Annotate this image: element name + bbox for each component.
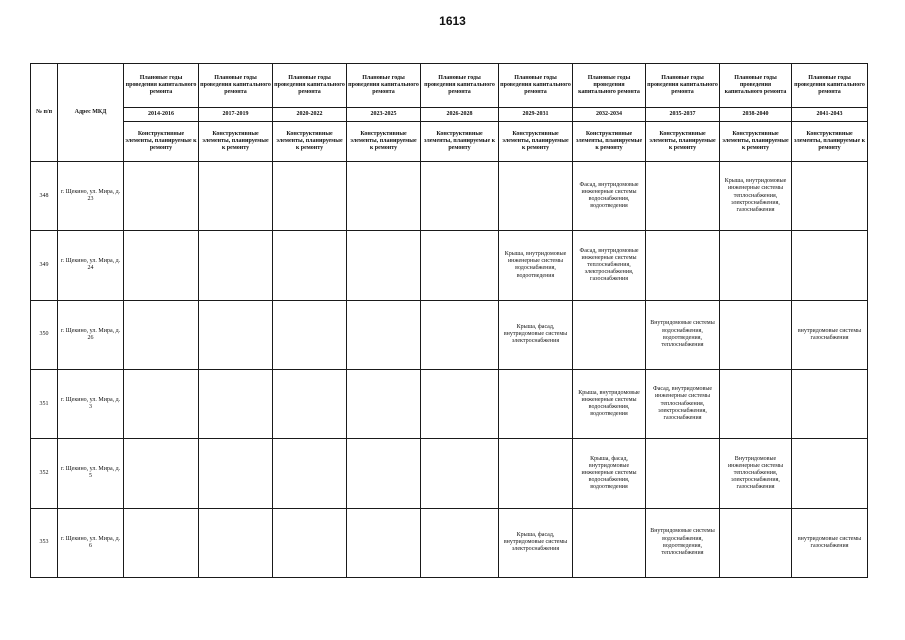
repair-schedule-table bbox=[30, 63, 868, 578]
table-row bbox=[31, 508, 868, 577]
repair-cell bbox=[199, 439, 273, 508]
repair-cell: внутридомовые системы газоснабжения bbox=[792, 300, 868, 369]
period-years-8: 2038-2040 bbox=[720, 108, 792, 122]
repair-cell bbox=[347, 300, 421, 369]
repair-cell bbox=[421, 300, 499, 369]
elements-label-6: Конструктивные элементы, планируемые к ремонту bbox=[573, 122, 646, 162]
row-number: 353 bbox=[31, 508, 58, 577]
repair-cell bbox=[499, 439, 573, 508]
repair-cell bbox=[347, 231, 421, 300]
repair-cell bbox=[792, 439, 868, 508]
row-number: 349 bbox=[31, 231, 58, 300]
page-number: 1613 bbox=[439, 14, 466, 28]
row-address: г. Щекино, ул. Мира, д. 24 bbox=[58, 231, 124, 300]
period-title-9: Плановые годы проведения капитального ремонта bbox=[792, 64, 868, 108]
repair-cell bbox=[347, 508, 421, 577]
repair-cell bbox=[199, 231, 273, 300]
period-years-1: 2017-2019 bbox=[199, 108, 273, 122]
repair-cell: Крыша, фасад, внутридомовые системы электроснабжения bbox=[499, 300, 573, 369]
repair-cell: Крыша, внутридомовые инженерные системы теплоснабжения, электроснабжения, газоснабжения bbox=[720, 162, 792, 231]
repair-cell: внутридомовые системы газоснабжения bbox=[792, 508, 868, 577]
repair-cell bbox=[421, 439, 499, 508]
repair-cell bbox=[646, 439, 720, 508]
repair-cell bbox=[199, 300, 273, 369]
row-address: г. Щекино, ул. Мира, д. 5 bbox=[58, 439, 124, 508]
elements-label-9: Конструктивные элементы, планируемые к ремонту bbox=[792, 122, 868, 162]
repair-cell bbox=[124, 369, 199, 438]
repair-cell bbox=[720, 231, 792, 300]
repair-cell: Внутридомовые системы водоснабжения, водоотведения, теплоснабжения bbox=[646, 300, 720, 369]
repair-cell bbox=[124, 231, 199, 300]
repair-cell bbox=[347, 369, 421, 438]
repair-cell bbox=[573, 300, 646, 369]
period-years-2: 2020-2022 bbox=[273, 108, 347, 122]
repair-cell bbox=[499, 369, 573, 438]
repair-cell bbox=[199, 369, 273, 438]
elements-label-0: Конструктивные элементы, планируемые к ремонту bbox=[124, 122, 199, 162]
repair-cell bbox=[573, 508, 646, 577]
repair-cell bbox=[792, 162, 868, 231]
table-row bbox=[31, 162, 868, 231]
table-row bbox=[31, 231, 868, 300]
period-title-5: Плановые годы проведения капитального ремонта bbox=[499, 64, 573, 108]
period-title-0: Плановые годы проведения капитального ремонта bbox=[124, 64, 199, 108]
period-years-4: 2026-2028 bbox=[421, 108, 499, 122]
row-number: 352 bbox=[31, 439, 58, 508]
repair-cell: Фасад, внутридомовые инженерные системы теплоснабжения, электроснабжения, газоснабжения bbox=[573, 231, 646, 300]
repair-cell bbox=[720, 300, 792, 369]
elements-label-8: Конструктивные элементы, планируемые к ремонту bbox=[720, 122, 792, 162]
repair-cell: Внутридомовые системы водоснабжения, водоотведения, теплоснабжения bbox=[646, 508, 720, 577]
repair-cell bbox=[347, 439, 421, 508]
period-years-7: 2035-2037 bbox=[646, 108, 720, 122]
period-years-0: 2014-2016 bbox=[124, 108, 199, 122]
repair-cell bbox=[273, 369, 347, 438]
period-years-9: 2041-2043 bbox=[792, 108, 868, 122]
elements-label-4: Конструктивные элементы, планируемые к ремонту bbox=[421, 122, 499, 162]
repair-cell bbox=[421, 369, 499, 438]
repair-cell bbox=[124, 508, 199, 577]
elements-label-1: Конструктивные элементы, планируемые к ремонту bbox=[199, 122, 273, 162]
row-address: г. Щекино, ул. Мира, д. 3 bbox=[58, 369, 124, 438]
repair-cell: Крыша, фасад, внутридомовые инженерные системы водоснабжения, водоотведения bbox=[573, 439, 646, 508]
row-number: 351 bbox=[31, 369, 58, 438]
repair-cell bbox=[124, 439, 199, 508]
period-title-1: Плановые годы проведения капитального ремонта bbox=[199, 64, 273, 108]
table-row bbox=[31, 300, 868, 369]
elements-label-5: Конструктивные элементы, планируемые к ремонту bbox=[499, 122, 573, 162]
repair-cell bbox=[421, 162, 499, 231]
repair-cell bbox=[421, 508, 499, 577]
period-title-4: Плановые годы проведения капитального ремонта bbox=[421, 64, 499, 108]
period-title-7: Плановые годы проведения капитального ремонта bbox=[646, 64, 720, 108]
elements-label-2: Конструктивные элементы, планируемые к ремонту bbox=[273, 122, 347, 162]
period-title-3: Плановые годы проведения капитального ремонта bbox=[347, 64, 421, 108]
period-years-5: 2029-2031 bbox=[499, 108, 573, 122]
repair-cell bbox=[273, 439, 347, 508]
repair-cell bbox=[199, 508, 273, 577]
period-title-8: Плановые годы проведения капитального ремонта bbox=[720, 64, 792, 108]
repair-cell: Фасад, внутридомовые инженерные системы водоснабжения, водоотведения bbox=[573, 162, 646, 231]
period-years-6: 2032-2034 bbox=[573, 108, 646, 122]
repair-cell bbox=[273, 300, 347, 369]
col-header-num: № п/п bbox=[31, 64, 58, 162]
repair-cell bbox=[792, 369, 868, 438]
repair-cell: Крыша, фасад, внутридомовые системы электроснабжения bbox=[499, 508, 573, 577]
period-title-2: Плановые годы проведения капитального ремонта bbox=[273, 64, 347, 108]
row-number: 348 bbox=[31, 162, 58, 231]
row-address: г. Щекино, ул. Мира, д. 23 bbox=[58, 162, 124, 231]
elements-label-7: Конструктивные элементы, планируемые к ремонту bbox=[646, 122, 720, 162]
repair-cell bbox=[646, 162, 720, 231]
table-row bbox=[31, 439, 868, 508]
period-years-3: 2023-2025 bbox=[347, 108, 421, 122]
repair-cell bbox=[421, 231, 499, 300]
period-title-6: Плановые годы проведения капитального ремонта bbox=[573, 64, 646, 108]
row-address: г. Щекино, ул. Мира, д. 6 bbox=[58, 508, 124, 577]
repair-cell bbox=[124, 162, 199, 231]
repair-cell: Крыша, внутридомовые инженерные системы водоснабжения, водоотведения bbox=[573, 369, 646, 438]
row-address: г. Щекино, ул. Мира, д. 26 bbox=[58, 300, 124, 369]
elements-label-3: Конструктивные элементы, планируемые к ремонту bbox=[347, 122, 421, 162]
repair-cell bbox=[273, 162, 347, 231]
repair-cell bbox=[646, 231, 720, 300]
repair-cell bbox=[199, 162, 273, 231]
table-row bbox=[31, 369, 868, 438]
repair-cell: Фасад, внутридомовые инженерные системы теплоснабжения, электроснабжения, газоснабжения bbox=[646, 369, 720, 438]
repair-cell bbox=[273, 508, 347, 577]
repair-cell bbox=[273, 231, 347, 300]
repair-cell bbox=[720, 508, 792, 577]
repair-cell: Крыша, внутридомовые инженерные системы водоснабжения, водоотведения bbox=[499, 231, 573, 300]
repair-cell bbox=[792, 231, 868, 300]
repair-cell: Внутридомовые инженерные системы теплоснабжения, электроснабжения, газоснабжения bbox=[720, 439, 792, 508]
repair-cell bbox=[347, 162, 421, 231]
repair-cell bbox=[124, 300, 199, 369]
repair-cell bbox=[720, 369, 792, 438]
row-number: 350 bbox=[31, 300, 58, 369]
repair-cell bbox=[499, 162, 573, 231]
col-header-address: Адрес МКД bbox=[58, 64, 124, 162]
